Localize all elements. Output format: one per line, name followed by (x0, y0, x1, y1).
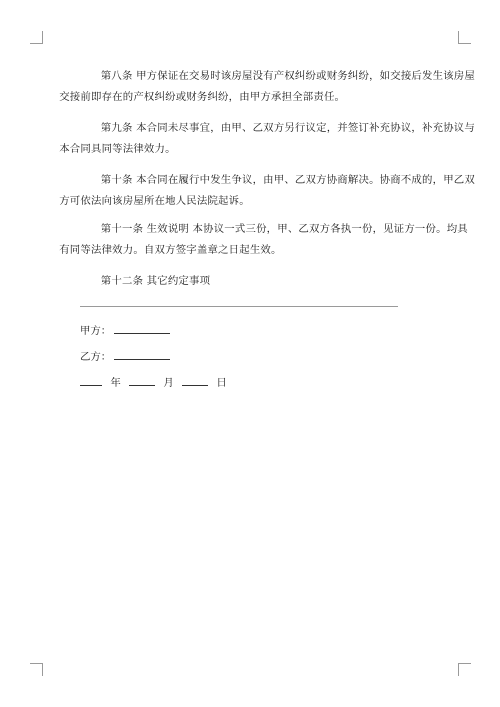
date-row (80, 374, 232, 390)
clause-9-line-1: 第九条 本合同未尽事宜，由甲、乙双方另行议定，并签订补充协议，补充协议与 (100, 122, 475, 134)
clause-9-line-2: 本合同具同等法律效力。 (59, 143, 176, 155)
crop-mark-top-left (30, 31, 43, 44)
party-b-signature-row (80, 348, 170, 364)
clause-11-line-2: 有同等法律效力。自双方签字盖章之日起生效。 (59, 244, 282, 256)
clause-9 (59, 118, 475, 160)
crop-mark-bottom-right (458, 663, 471, 676)
day-label: 日 (216, 377, 227, 389)
day-blank[interactable] (182, 374, 208, 386)
clause-11-line-1: 第十一条 生效说明 本协议一式三份，甲、乙双方各执一份，见证方一份。均具 (100, 223, 468, 235)
clause-10-line-2: 方可依法向该房屋所在地人民法院起诉。 (59, 195, 250, 207)
party-a-signature-row (80, 322, 170, 338)
clause-10 (59, 170, 475, 212)
year-blank[interactable] (80, 374, 102, 386)
year-label: 年 (110, 377, 121, 389)
clause-8-line-1: 第八条 甲方保证在交易时该房屋没有产权纠纷或财务纠纷，如交接后发生该房屋 (100, 70, 475, 82)
clause-11 (59, 219, 468, 261)
party-b-label: 乙方： (80, 351, 112, 363)
clause-10-line-1: 第十条 本合同在履行中发生争议，由甲、乙双方协商解决。协商不成的，甲乙双 (100, 174, 475, 186)
party-a-label: 甲方： (80, 325, 112, 337)
month-blank[interactable] (129, 374, 155, 386)
party-b-signature-blank[interactable] (114, 348, 170, 360)
crop-mark-top-right (458, 31, 471, 44)
clause-8 (59, 66, 475, 108)
other-terms-fill-line[interactable] (80, 306, 398, 307)
month-label: 月 (163, 377, 174, 389)
clause-12 (80, 271, 420, 292)
crop-mark-bottom-left (30, 663, 43, 676)
party-a-signature-blank[interactable] (114, 322, 170, 334)
clause-12-line-1: 第十二条 其它约定事项 (100, 275, 211, 287)
clause-8-line-2: 交接前即存在的产权纠纷或财务纠纷，由甲方承担全部责任。 (59, 91, 346, 103)
